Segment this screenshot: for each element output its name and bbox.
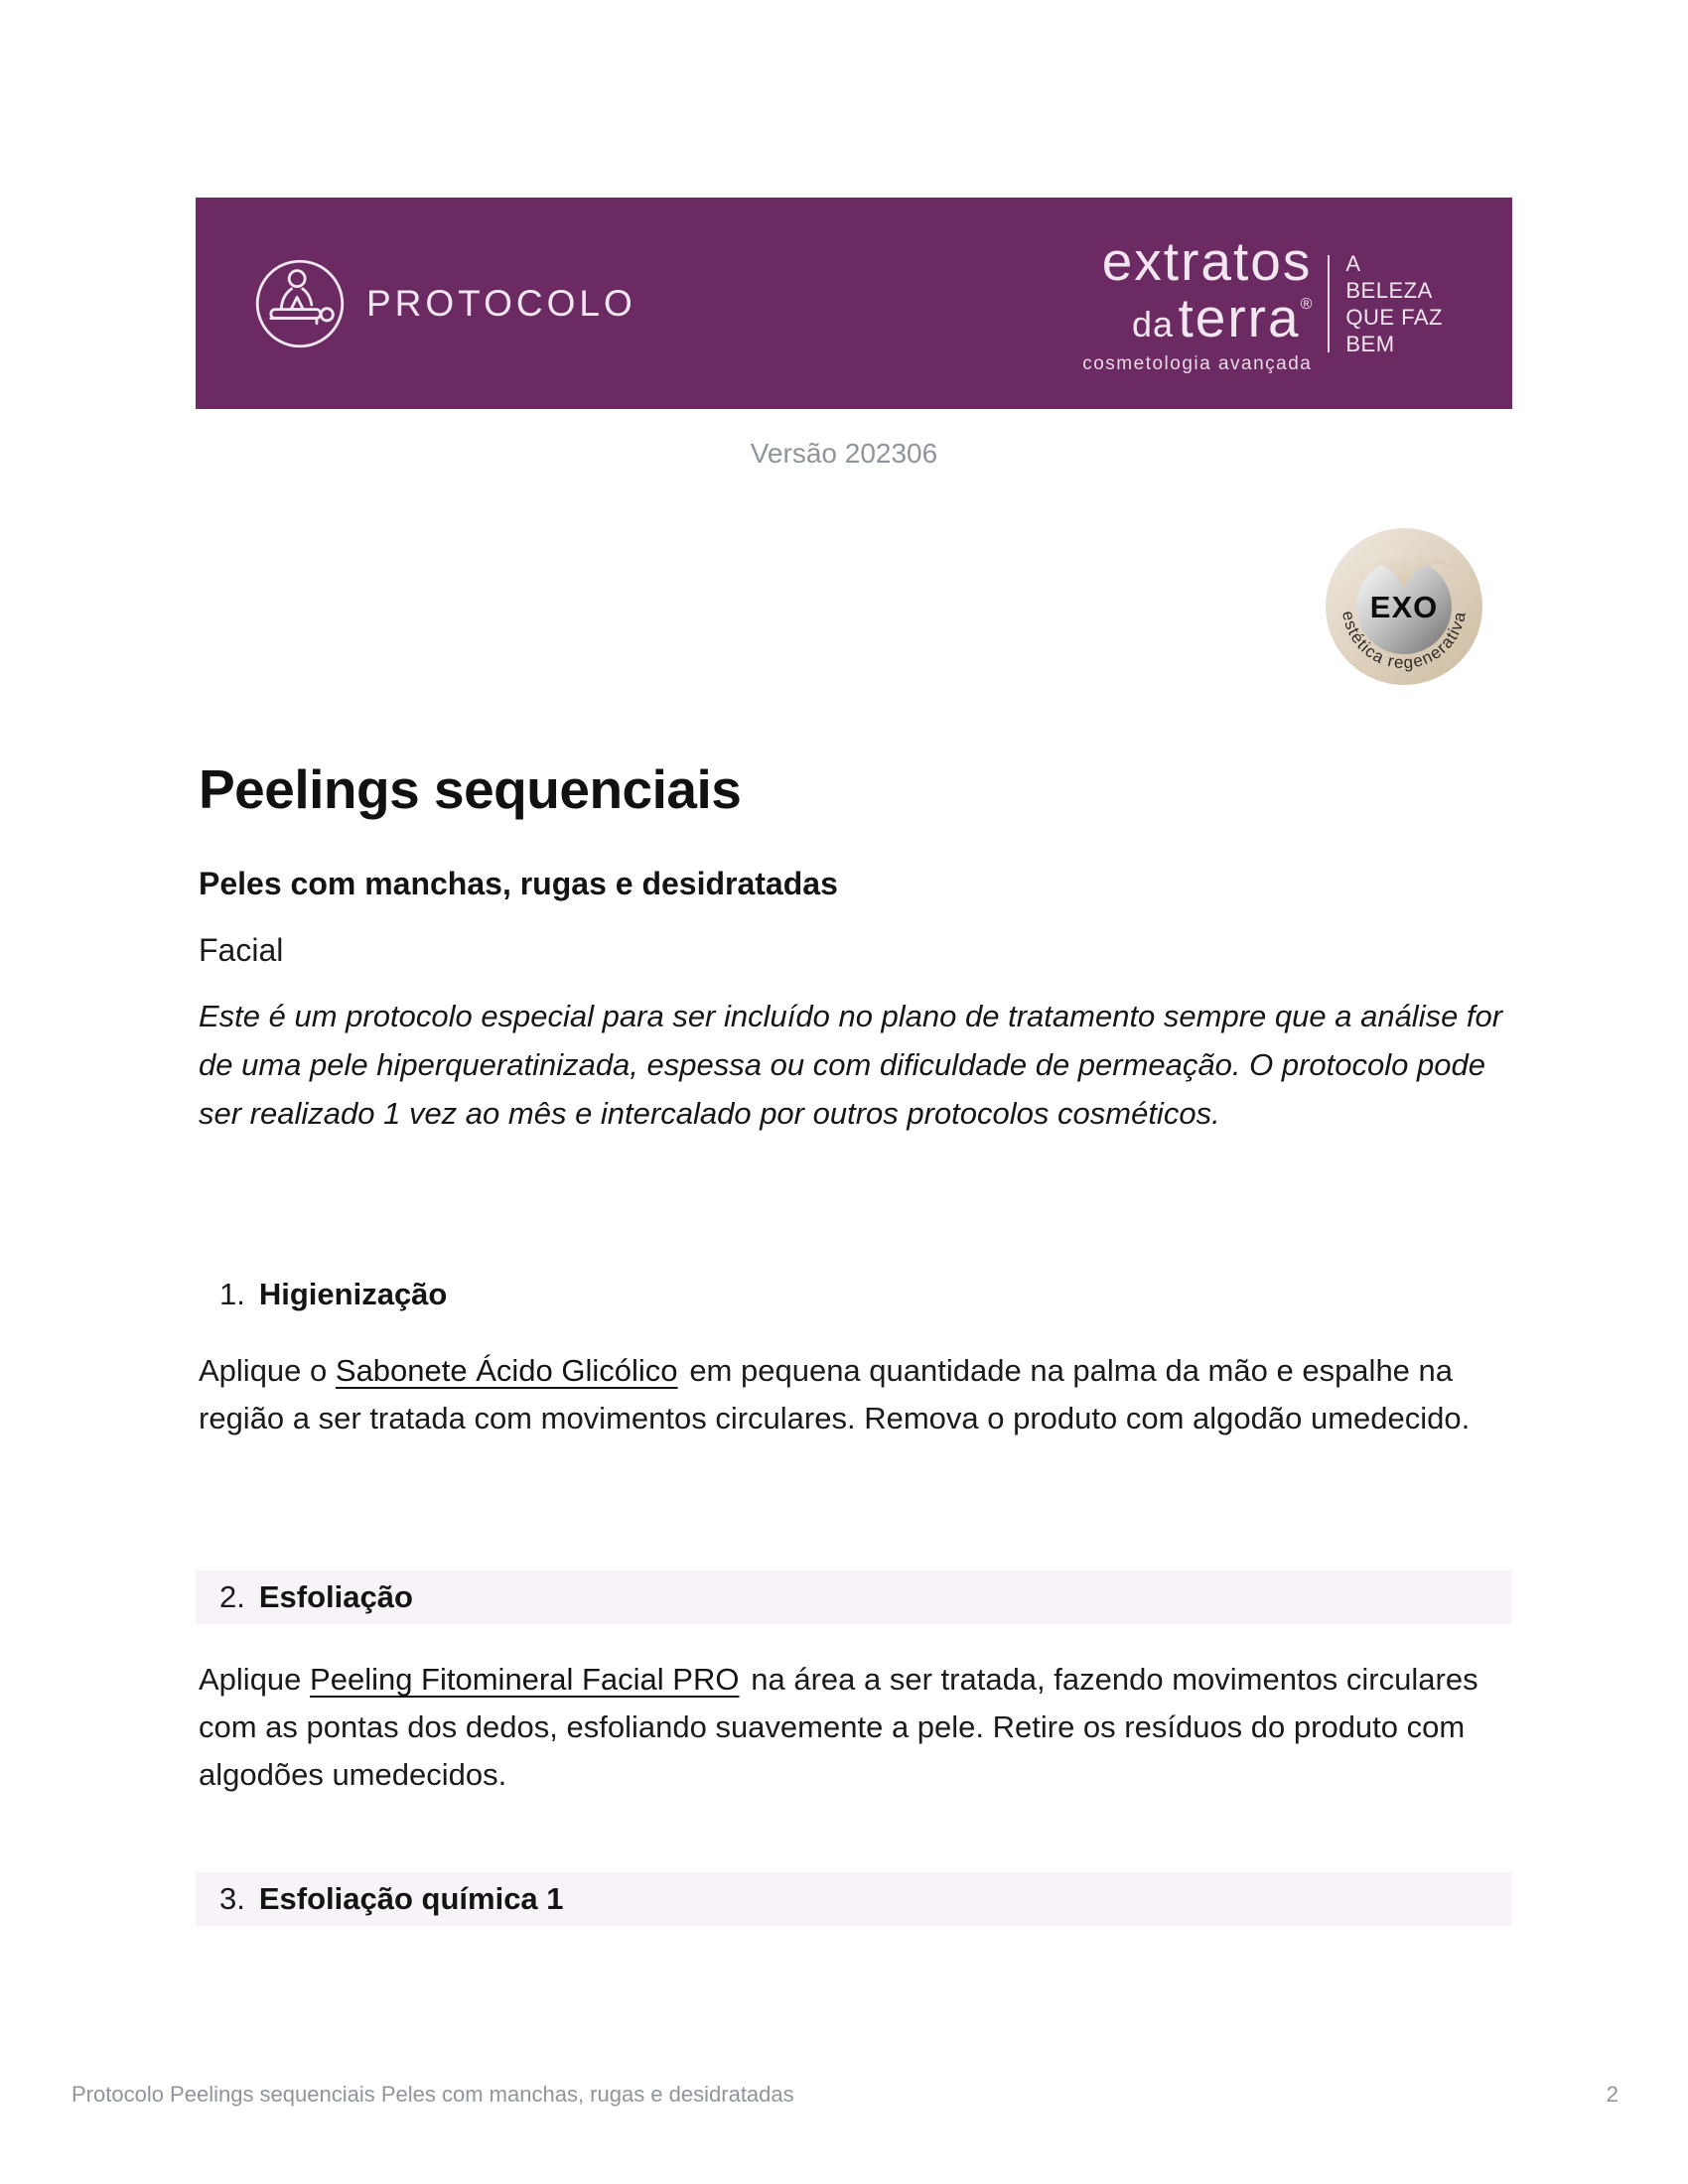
footer-document-name: Protocolo Peelings sequenciais Peles com manchas, rugas e desidratadas <box>71 2082 794 2107</box>
section-2-body <box>199 1656 1524 1799</box>
tagline-line: BELEZA <box>1345 277 1433 303</box>
page-subtitle: Peles com manchas, rugas e desidratadas <box>199 866 838 901</box>
protocolo-group <box>253 257 636 350</box>
section-1-heading <box>196 1268 1512 1321</box>
exo-curved-text: estética regenerativa <box>1338 610 1470 673</box>
section-2-heading <box>196 1570 1512 1624</box>
brand-name-da: da <box>1131 303 1175 344</box>
section-number: 1. <box>219 1277 245 1311</box>
section-title: Esfoliação química 1 <box>258 1881 564 1916</box>
brand-name-terra: terra <box>1178 286 1301 348</box>
massage-icon <box>253 257 347 350</box>
section-3-heading <box>196 1872 1512 1926</box>
brand-tagline <box>1345 250 1443 357</box>
product-link-peeling-fitomineral-facial-pro[interactable]: Peeling Fitomineral Facial PRO <box>310 1662 740 1697</box>
section-number: 2. <box>219 1579 245 1614</box>
brand-subtitle: cosmetologia avançada <box>1082 352 1313 374</box>
exo-badge <box>1325 527 1483 686</box>
page-title: Peelings sequenciais <box>199 758 742 820</box>
brand-divider <box>1328 255 1330 352</box>
protocolo-label: PROTOCOLO <box>366 282 636 324</box>
brand-name-line2 <box>1082 286 1313 348</box>
body-text: na área a ser tratada, fazendo movimentos circulares com as pontas dos dedos, esfoliando suavemente a pele. Retire os resíduos do produto com algodões umedecidos. <box>199 1662 1478 1792</box>
page-footer <box>0 2082 1688 2108</box>
registered-trademark: ® <box>1300 295 1313 313</box>
brand-wordmark <box>1082 229 1313 374</box>
section-number: 3. <box>219 1881 245 1916</box>
body-text: em pequena quantidade na palma da mão e espalhe na região a ser tratada com movimentos circulares. Remova o produto com algodão umedecido. <box>199 1353 1471 1435</box>
footer-page-number: 2 <box>1606 2082 1618 2107</box>
section-title: Esfoliação <box>258 1579 413 1614</box>
section-title: Higienização <box>258 1277 448 1311</box>
tagline-line: QUE FAZ <box>1345 304 1443 330</box>
body-text: Aplique <box>199 1662 311 1697</box>
treatment-area-label: Facial <box>199 932 284 968</box>
intro-paragraph: Este é um protocolo especial para ser incluído no plano de tratamento sempre que a análise for de uma pele hiperqueratinizada, espessa ou com dificuldade de permeação. O protocolo pode ser realizado 1 vez ao mês e intercalado por outros protocolos cosméticos. <box>199 999 1503 1131</box>
product-link-sabonete-acido-glicolico[interactable]: Sabonete Ácido Glicólico <box>335 1353 678 1388</box>
tagline-line: BEM <box>1345 331 1395 356</box>
version-label: Versão 202306 <box>750 438 938 469</box>
tagline-line: A <box>1345 250 1361 276</box>
section-1-body <box>199 1347 1524 1442</box>
exo-center-label: EXO <box>1369 590 1439 624</box>
brand-name-line1: extratos <box>1101 229 1313 292</box>
header-banner <box>196 198 1512 409</box>
body-text: Aplique o <box>199 1353 336 1388</box>
brand-logo <box>1082 229 1443 374</box>
